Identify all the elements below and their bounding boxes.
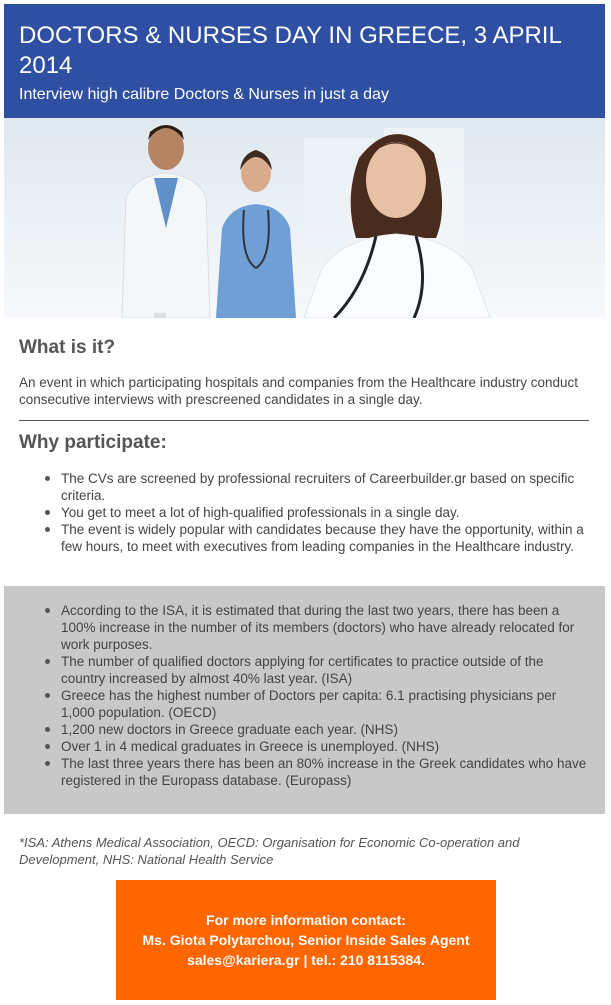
list-item: The number of qualified doctors applying for certificates to practice outside of the country increased by almost 40% last year. (ISA) <box>42 653 590 687</box>
bullet-icon <box>45 727 50 732</box>
contact-box <box>116 880 496 1000</box>
doctors-nurses-photo <box>4 118 605 318</box>
list-item: The event is widely popular with candidates because they have the opportunity, within a few hours, to meet with executives from leading companies in the Healthcare industry. <box>42 521 594 555</box>
bullet-icon <box>45 608 50 613</box>
page-title: DOCTORS & NURSES DAY IN GREECE, 3 APRIL 2014 <box>19 22 561 79</box>
hero-image <box>4 118 605 318</box>
why-participate-list <box>42 470 594 555</box>
bullet-icon <box>45 659 50 664</box>
why-participate-heading: Why participate: <box>19 432 167 453</box>
what-is-it-text: An event in which participating hospitals and companies from the Healthcare industry conduct consecutive interviews with prescreened candidates in a single day. <box>19 375 579 407</box>
list-item: Greece has the highest number of Doctors per capita: 6.1 practising physicians per 1,000 population. (OECD) <box>42 687 590 721</box>
bullet-icon <box>45 744 50 749</box>
list-item: The CVs are screened by professional recruiters of Careerbuilder.gr based on specific criteria. <box>42 470 594 504</box>
statistics-box <box>4 586 605 814</box>
footnote: *ISA: Athens Medical Association, OECD: Organisation for Economic Co-operation and Development, NHS: National Health Service <box>19 835 520 867</box>
bullet-icon <box>45 527 50 532</box>
bullet-icon <box>45 510 50 515</box>
list-item: The last three years there has been an 80% increase in the Greek candidates who have registered in the Europass database. (Europass) <box>42 755 590 789</box>
section-divider <box>19 420 589 421</box>
list-item: 1,200 new doctors in Greece graduate each year. (NHS) <box>42 721 590 738</box>
page-subtitle: Interview high calibre Doctors & Nurses in just a day <box>19 86 389 103</box>
statistics-list <box>42 602 590 789</box>
contact-person: Ms. Giota Polytarchou, Senior Inside Sales Agent <box>142 932 470 948</box>
list-item: According to the ISA, it is estimated that during the last two years, there has been a 100% increase in the number of its members (doctors) who have already relocated for work purposes. <box>42 602 590 653</box>
list-item: Over 1 in 4 medical graduates in Greece is unemployed. (NHS) <box>42 738 590 755</box>
contact-heading: For more information contact: <box>206 912 406 928</box>
bullet-icon <box>45 761 50 766</box>
bullet-icon <box>45 693 50 698</box>
list-item: You get to meet a lot of high-qualified professionals in a single day. <box>42 504 594 521</box>
contact-details[interactable]: sales@kariera.gr | tel.: 210 8115384. <box>187 952 425 968</box>
newsletter <box>4 4 605 1001</box>
header-banner <box>4 4 605 118</box>
bullet-icon <box>45 476 50 481</box>
what-is-it-heading: What is it? <box>19 337 116 358</box>
